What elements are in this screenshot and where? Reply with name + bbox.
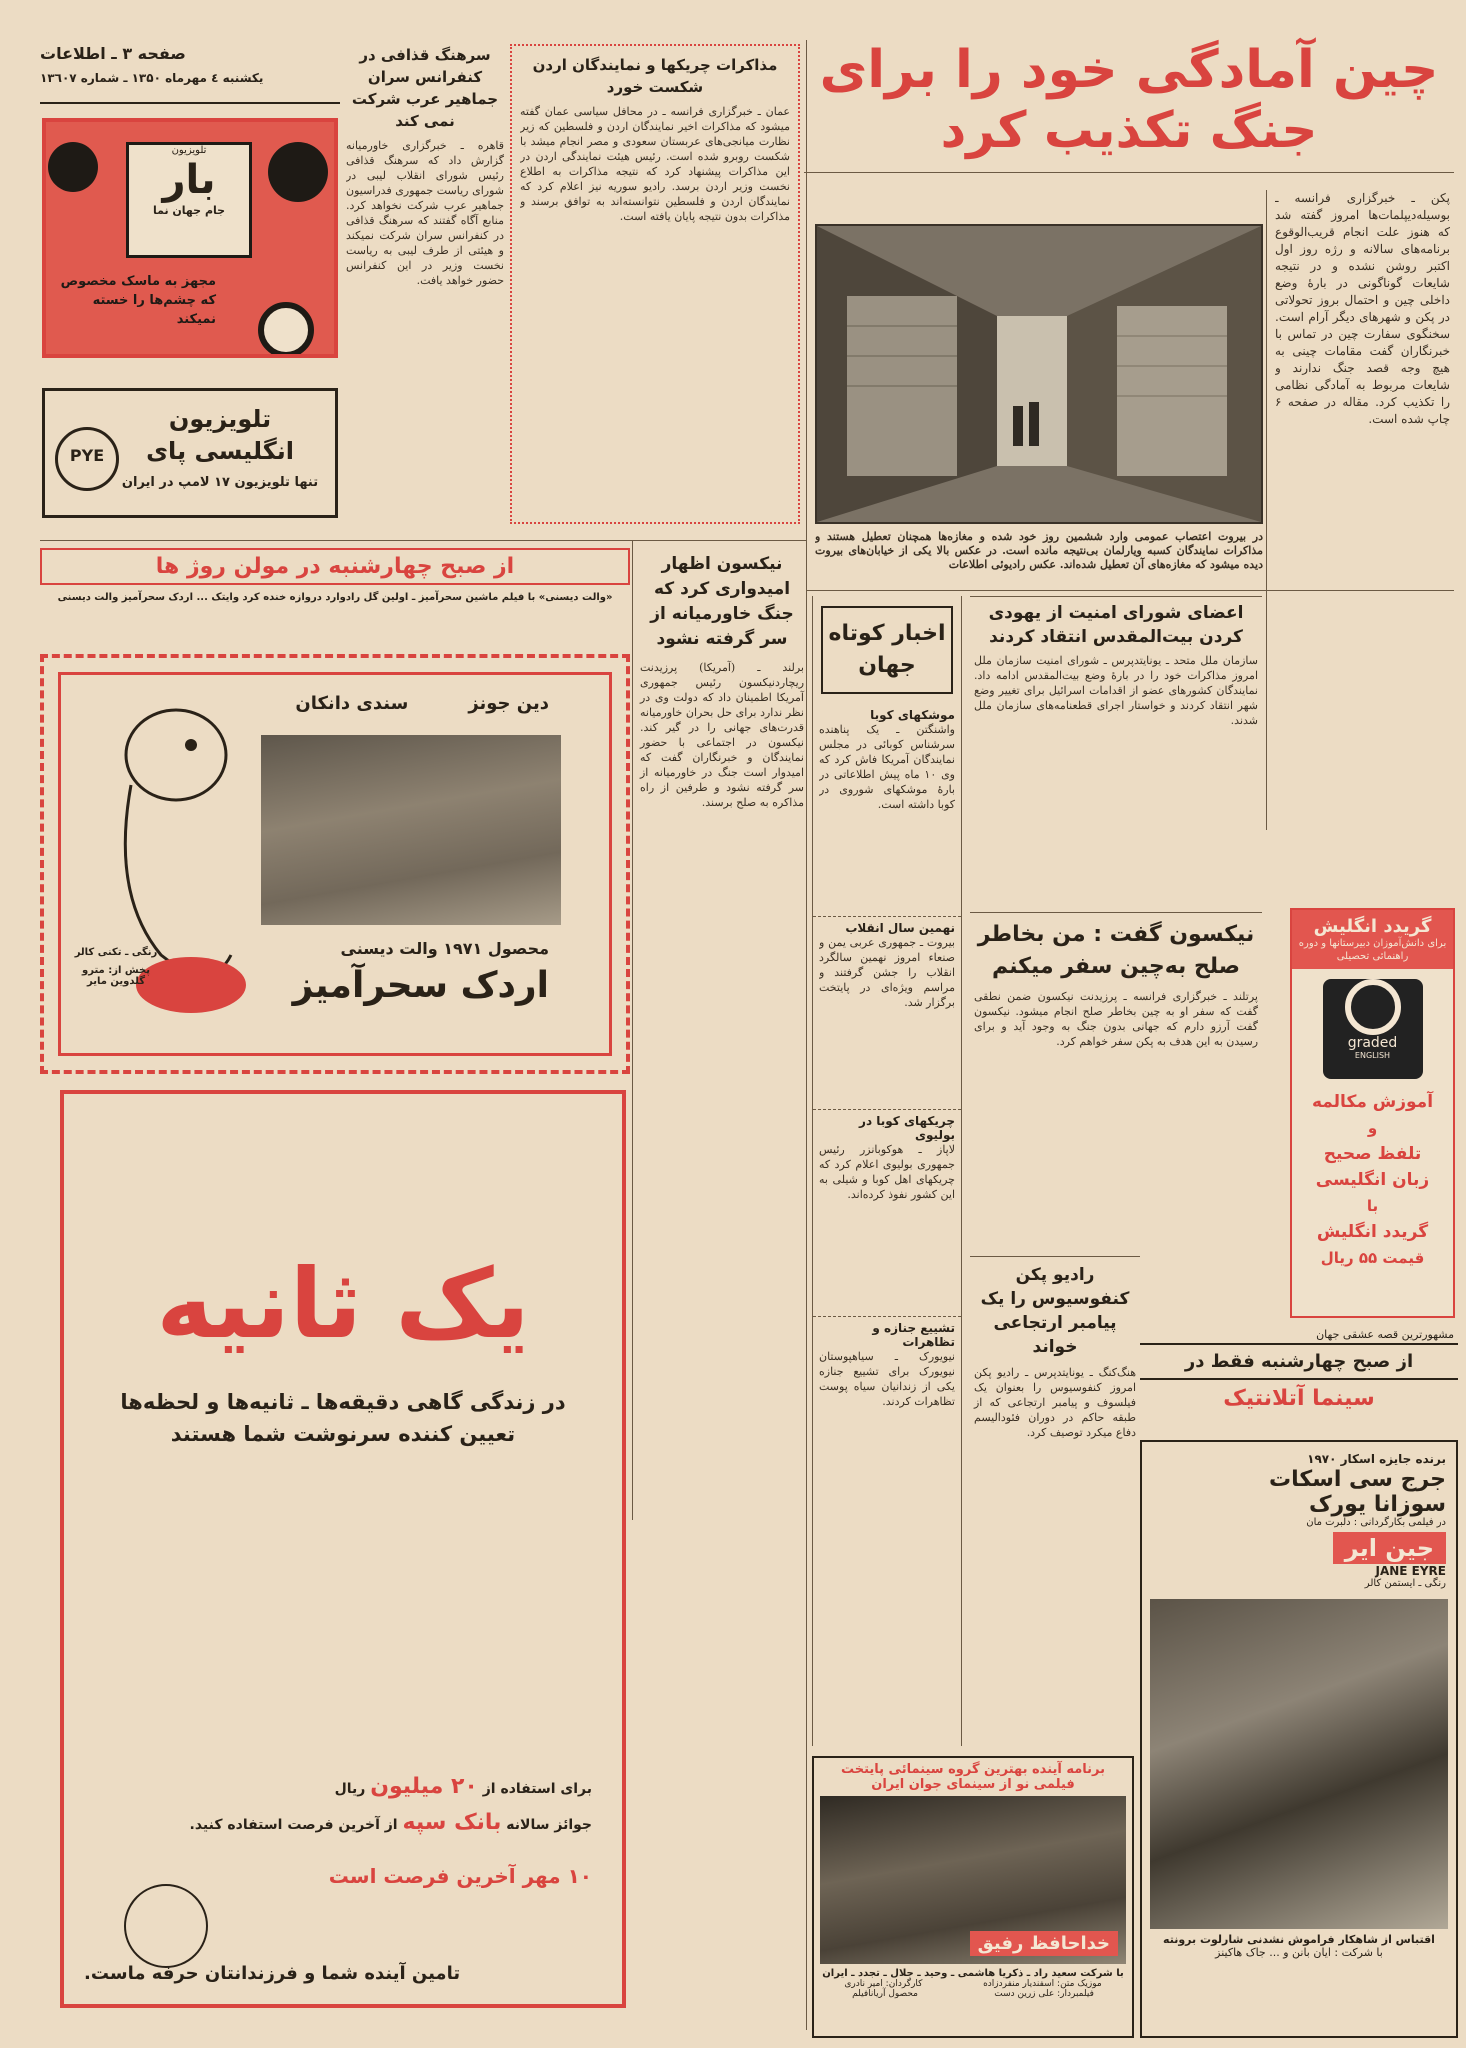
short-news [812,596,962,1746]
bank-offer-prefix: برای استفاده از [482,1781,592,1797]
short-news-item: نهمین سال انقلاب بیروت ـ جمهوری عربی یمن و صنعاء امروز نهمین سالگرد انقلاب را جشن گرفتند و مراسم ویژه‌ای در پایتخت برگزار شد. [819,921,955,1009]
short-news-item: چریکهای کوبا در بولیوی لاپاز ـ هوکوبانزر رئیس جمهوری بولیوی اعلام کرد که چریکهای اهل کوبا و شیلی به این کشور نفوذ کرده‌اند. [819,1114,955,1201]
short-news-item: موشکهای کوبا واشنگتن ـ یک پناهنده سرشناس کوبائی در مجلس نمایندگان آمریکا فاش کرد که وی ۱۰ ماه پیش اطلاعاتی در بارهٔ موشکهای شوروی در کوبا داشته است. [819,708,955,811]
ardak-product: محصول ۱۹۷۱ والت دیسنی [340,939,549,958]
film-crew1: موزیک متن: اسفندیار منفردزاده [983,1979,1102,1989]
jane-tag: مشهورترین قصه عشقی جهان [1316,1328,1454,1341]
film-crew3: فیلمبردار: علی زرین دست [994,1989,1094,1999]
page-label: صفحه ۳ ـ اطلاعات [40,44,186,63]
bank-emblem-icon [124,1884,208,1968]
graded-feat3: تلفظ صحیح [1323,1144,1422,1164]
gaddafi-headline: سرهنگ قذافی در کنفرانس سران جماهیر عرب شرکت نمی کند [351,46,499,130]
ardak-cast-illustration [261,735,561,925]
ardak-sub: «والت دیسنی» با فیلم ماشین سحرآمیز ـ اولین گل رادوارد دروازه خنده کرد وایتک ... اردک سحرآمیز والت دیسنی [57,592,613,603]
radio-peking-headline: رادیو پکن کنفوسیوس را یک پیامبر ارتجاعی خواند [980,1265,1130,1357]
jane-top: از صبح چهارشنبه فقط در [1140,1343,1458,1380]
bank-title: یک ثانیه [156,1248,530,1360]
beirut-strike-photo [815,224,1263,524]
graded-feat2: و [1367,1119,1378,1137]
bank-offer-line2: جوائز سالانه [506,1817,592,1833]
nixon-china-body: پرتلند ـ خبرگزاری فرانسه ـ پرزیدنت نیکسون ضمن نطقی گفت که سفر او به چین بخاطر صلح انجام میشود. نیکسون گفت آرزو دارم که جهانی بدون جنگ به وجود آید و برای رسیدن به این هدف به پکن سفر خواهم کرد. [974,990,1258,1048]
jane-title-fa: جین ایر [1333,1532,1446,1564]
graded-title: گریدد انگلیش [1313,916,1432,937]
pye-title: تلویزیون انگلیسی پای [146,405,294,465]
film-top1: برنامه آینده بهترین گروه سینمائی پایتخت [840,1762,1106,1777]
masthead [40,44,340,104]
jane-award: برنده جایزه اسکار ۱۹۷۰ [1307,1452,1446,1466]
nixon-china-headline-2: صلح به‌چین سفر میکنم [991,954,1241,979]
jane-eyre-poster [1140,1440,1458,2038]
nixon-china-story [970,912,1262,1252]
bank-offer-line3: از آخرین فرصت استفاده کنید. [189,1817,398,1833]
date-line: یکشنبه ٤ مهرماه ۱۳۵۰ ـ شماره ۱۳٦۰۷ [40,71,264,85]
un-story [970,596,1262,906]
film-crew4: محصول آریانافیلم [852,1989,918,1999]
ardak-top: از صبح چهارشنبه در مولن روژ ها [40,548,630,585]
ardak-title: اردک سحرآمیز [292,965,549,1006]
ad-tv-bar [42,118,338,358]
graded-feat4: زبان انگلیسی [1315,1170,1430,1190]
jane-actor2: سوزانا یورک [1308,1492,1446,1517]
jordan-story [510,44,800,524]
jane-cast: با شرکت : ایان بانن و ... جاک هاکینز [1215,1946,1383,1959]
main-story-body: پکن ـ خبرگزاری فرانسه ـ بوسیله‌دیپلمات‌ها امروز گفته شد که هنوز علت انجام قریب‌الوقوع برنامه‌های سالانه و رژه روز اول اکتبر روشن نشده و در نتیجه شایعات گوناگونی در بارهٔ وضع داخلی چین و احتمال بروز تحولاتی در پکن و شهرهای دیگر آرام است. سخنگوی سفارت چین در تماس با خبرنگاران گفت مقامات چینی به هیچ وجه قصد جنگ ندارند و شایعات مربوط به آمادگی نظامی را تکذیب کرد. مقاله در صفحه ۶ چاپ شده است. [1275,191,1450,426]
bank-footer: تامین آینده شما و فرزندانتان حرفه ماست. [84,1963,461,1984]
graded-circle-icon [1345,979,1401,1035]
ardak-distrib: پخش از: مترو گلدوین مایر [82,965,150,987]
film-top2: فیلمی نو از سینمای جوان ایران [871,1777,1075,1792]
graded-subtitle: برای دانش‌آموزان دبیرستانها و دوره راهنمائی تحصیلی [1298,938,1447,962]
pye-subtitle: تنها تلویزیون ۱۷ لامپ در ایران [121,475,319,490]
jane-eyre-photo [1150,1599,1448,1929]
ad-ardak-frame [40,654,630,1074]
jane-caption: اقتباس از شاهکار فراموش نشدنی شارلوت برونته [1163,1933,1435,1946]
un-story-headline: اعضای شورای امنیت از یهودی کردن بیت‌المقدس انتقاد کردند [988,603,1244,647]
tv-bar-logo: تلویزیون بار جام جهان نما [126,142,252,258]
main-headline-line1: چین آمادگی خود را برای [819,40,1439,100]
ardak-color: رنگی ـ تکنی کالر [74,947,158,958]
photo-caption: در بیروت اعتصاب عمومی وارد ششمین روز خود شده و مغازه‌ها همچنان تعطیل هستند و مذاکرات نمایندگان کسبه ویارلمان بی‌نتیجه مانده است. در عکس بالا یکی از خیابان‌های بیروت دیده میشود که مغازه‌های آن تعطیل شده‌اند. عکس رادیوئی اطلاعات [815,530,1263,571]
ad-pye [42,388,338,518]
graded-logo: graded ENGLISH [1323,979,1423,1079]
jane-title-en: JANE EYRE [1375,1564,1446,1578]
un-story-body: سازمان ملل متحد ـ یونایتدپرس ـ شورای امنیت سازمان ملل امروز مذاکرات خود را در بارهٔ وضع بیت‌المقدس ادامه داد. نمایندگان کشورهای عضو از اقدامات اسرائیل برای تغییر وضع شهر انتقاد کردند و خواستار اجرای قطعنامه‌های سازمان ملل شدند. [974,654,1258,727]
ad-bank-sepah [60,1090,626,2008]
ad-film-khodahafez [812,1756,1134,2038]
nixon-mideast-story [636,548,808,1498]
jane-color: رنگی ـ ایستمن کالر [1364,1578,1446,1589]
nixon-mideast-headline: نیکسون اظهار امیدواری کرد که جنگ خاورمیانه از سر گرفته نشود [650,554,794,649]
graded-price: قیمت ۵۵ ریال [1320,1249,1425,1267]
graded-feat1: آموزش مکالمه [1311,1092,1434,1112]
gaddafi-body: قاهره ـ خبرگزاری خاورمیانه گزارش داد که سرهنگ قذافی رئیس شورای انقلاب لیبی در شورای ریاست جمهوری فدراسیون جماهیر عرب شرکت نخواهد کرد. منابع آگاه گفتند که سرهنگ قذافی در کنفرانس سران شرکت نمیکند و هیئتی از طرف لیبی به ریاست نخست وزیر در این کنفرانس حضور خواهد یافت. [346,139,504,287]
ardak-actor1: دین جونز [468,693,549,714]
main-headline-line2: جنگ تکذیب کرد [940,101,1318,159]
film-photo [820,1796,1126,1964]
nixon-china-headline-1: نیکسون گفت : من بخاطر [977,922,1255,947]
ad-graded-english [1290,908,1455,1318]
short-news-title-box [821,606,953,694]
bank-line2: تعیین کننده سرنوشت شما هستند [170,1422,516,1446]
bank-deadline: ۱۰ مهر آخرین فرصت است [328,1864,592,1888]
eye-icon [48,142,98,192]
film-cast: با شرکت سعید راد ـ ذکریا هاشمی ـ وحید ـ جلال ـ تجدد ـ ایران [822,1968,1124,1979]
graded-feat5: با [1366,1197,1379,1215]
bank-amount: ۲۰ میلیون [370,1774,478,1799]
eye-icon [268,142,328,202]
film-title: خداحافظ رفیق [970,1931,1118,1956]
jane-cinema: سینما آتلانتیک [1223,1386,1375,1411]
radio-peking-body: هنگ‌کنگ ـ یونایتدپرس ـ رادیو پکن امروز کنفوسیوس را بعنوان یک فیلسوف و پیامبر ارتجاعی که از طبقه حاکم در دوران فئودالیسم دفاع میکرد توصیف کرد. [974,1366,1136,1439]
radio-peking-story [970,1256,1140,1576]
tv-bar-slogan: مجهز به ماسک مخصوص که چشم‌ها را خسته نمیکند [60,274,216,327]
gaddafi-story [346,44,504,534]
short-news-item: تشییع جنازه و تظاهرات نیویورک ـ سیاهپوستان نیویورک برای تشییع جنازه یکی از زندانیان سیاه پوست تظاهرات کردند. [819,1321,955,1408]
pye-logo: PYE [55,427,119,491]
nixon-mideast-body: برلند ـ (آمریکا) پرزیدنت ریچاردنیکسون رئیس جمهوری آمریکا اطمینان داد که دولت وی در نظر ندارد برای حل بحران خاورمیانه قدرت‌های جهانی را در گیر کند. نیکسون در اجتماعی با حضور نمایندگان و خبرنگاران گفت که امیدوار است جنگ در خاورمیانه از سر گرفته نشود و طرفین از راه مذاکره به صلح برسند. [640,661,804,809]
jane-actor1: جرج سی اسکات [1269,1467,1446,1492]
bank-name: بانک سپه [402,1810,502,1835]
bank-line1: در زندگی گاهی دقیقه‌ها ـ ثانیه‌ها و لحظه‌ها [120,1390,566,1414]
bank-currency: ریال [334,1781,366,1797]
jordan-body: عمان ـ خبرگزاری فرانسه ـ در محافل سیاسی عمان گفته میشود که مذاکرات اخیر نمایندگان اردن و فلسطین که زیر نظارت میانجی‌های عربستان سعودی و مصر انجام میشد با شکست روبرو شده است. رئیس هیئت نمایندگی اردن در این مذاکرات پیشنهاد کرد که نتیجه مذاکرات به اطلاع نخست وزیر اردن برسد. رادیو سوریه نیز اعلام کرد که نمایندگان اردن و فلسطین نتوانسته‌اند به توافق برسند و مذاکرات بدون نتیجه پایان یافته است. [520,105,790,223]
eye-icon [258,302,314,358]
jordan-headline: مذاکرات چریکها و نمایندگان اردن شکست خورد [532,56,778,96]
jane-director: در فیلمی بکارگردانی : دلبرت مان [1306,1517,1446,1528]
main-headline [804,40,1454,168]
film-crew2: کارگردان: امیر نادری [844,1979,923,1989]
graded-name: گریدد انگلیش [1316,1222,1429,1242]
ad-ardak [40,548,630,628]
street-scene-illustration [817,226,1261,522]
ardak-actor2: سندی دانکان [295,693,409,714]
short-news-title: اخبار کوتاه جهان [828,621,946,678]
